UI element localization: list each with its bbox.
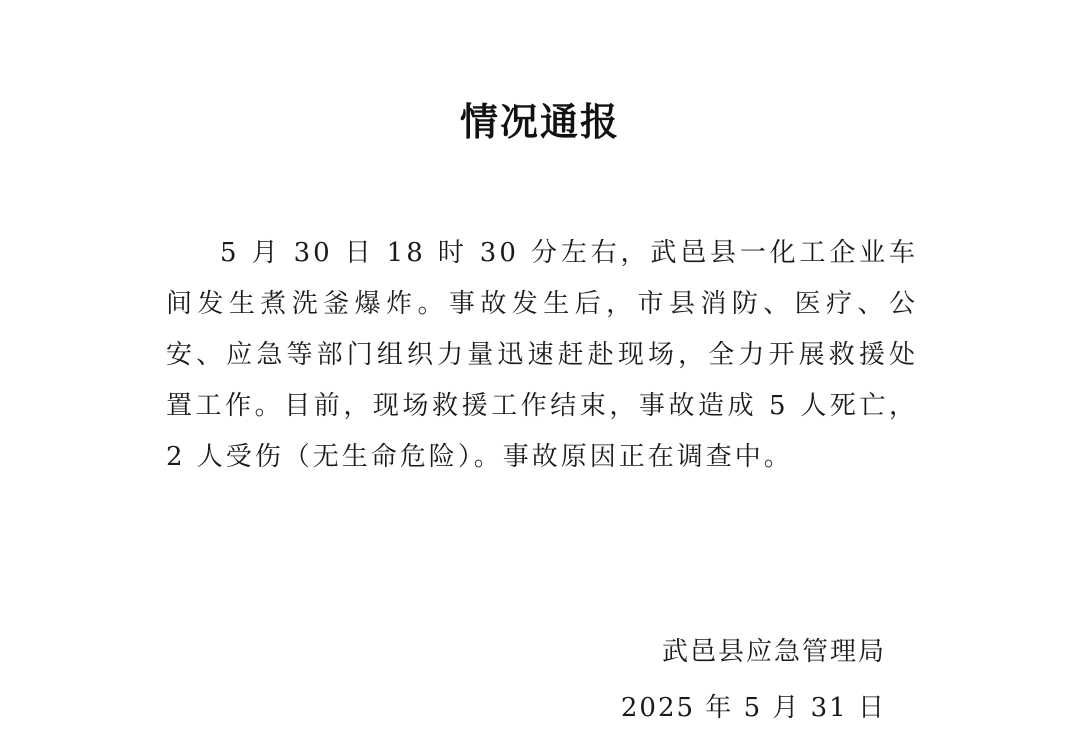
signature-block <box>621 624 886 736</box>
notice-title: 情况通报 <box>459 100 620 144</box>
issue-date: 2025 年 5 月 31 日 <box>620 693 886 723</box>
notice-body: 5 月 30 日 18 时 30 分左右，武邑县一化工企业车间发生煮洗釜爆炸。事故发生后，市县消防、医疗、公安、应急等部门组织力量迅速赶赴现场，全力开展救援处置工作。目前，现场救援工作结束，事故造成 5 人死亡，2 人受伤（无生命危险）。事故原因正在调查中。 <box>166 238 918 472</box>
issuer-name: 武邑县应急管理局 <box>661 637 886 667</box>
